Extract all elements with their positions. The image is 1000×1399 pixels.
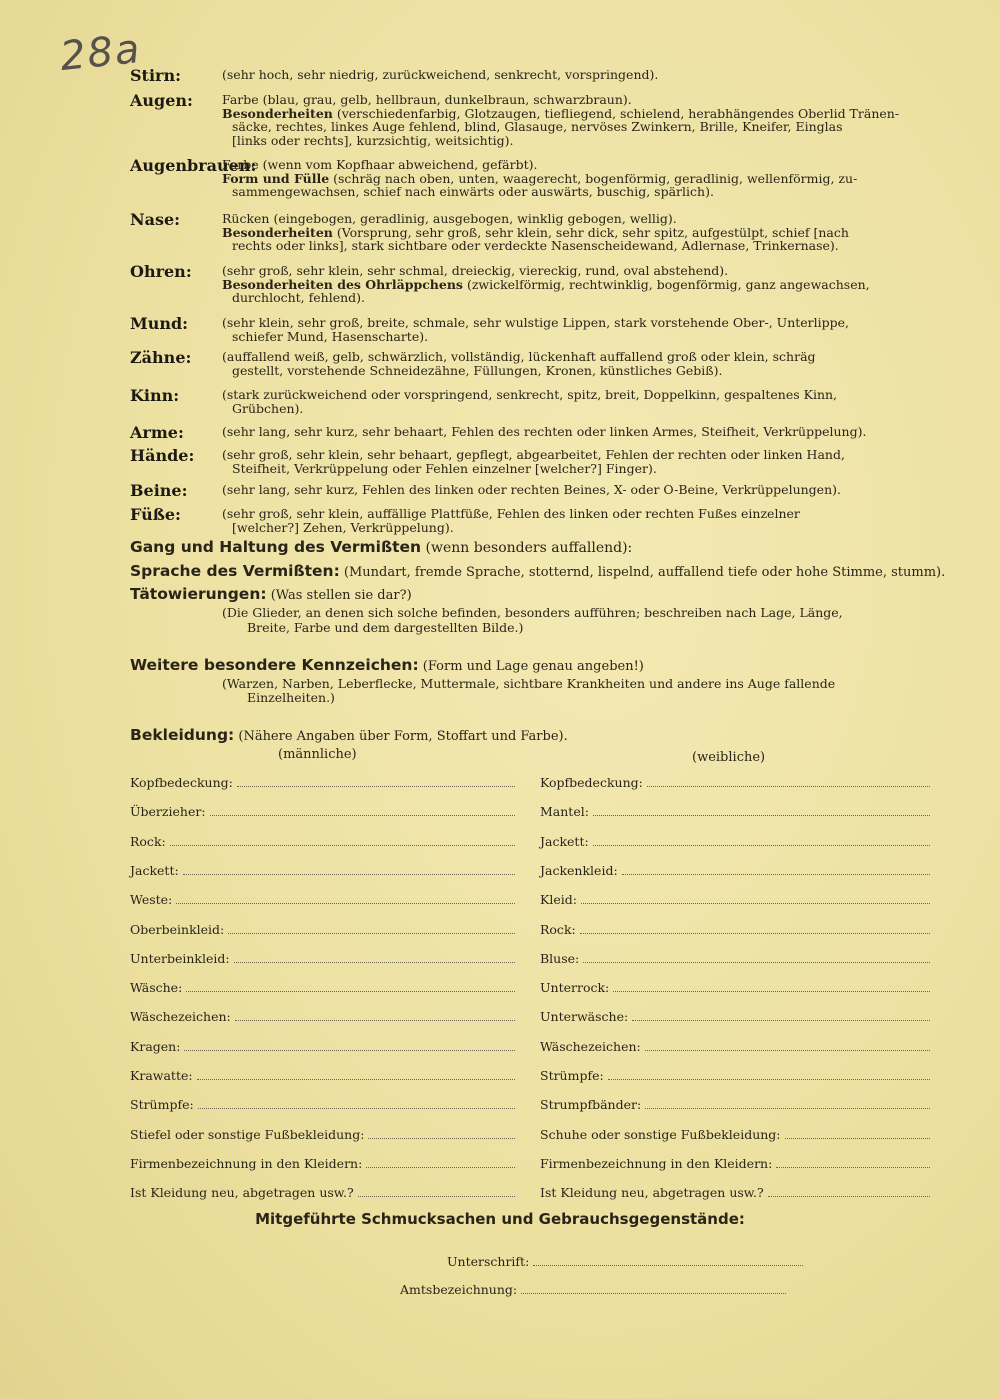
clothing-field-line[interactable]: [184, 1049, 515, 1051]
clothing-field-line[interactable]: [613, 990, 930, 992]
clothing-field[interactable]: [540, 860, 930, 878]
feature-line: [222, 278, 932, 292]
feature-line-text: schiefer Mund, Hasenscharte).: [232, 328, 429, 344]
taetowierungen-note: (Was stellen sie dar?): [266, 588, 412, 603]
clothing-field[interactable]: [540, 772, 930, 790]
clothing-field-label: Ist Kleidung neu, abgetragen usw.?: [540, 1185, 764, 1201]
clothing-field-label: Ist Kleidung neu, abgetragen usw.?: [130, 1185, 354, 1201]
clothing-field-line[interactable]: [632, 1019, 930, 1021]
feature-label: Nase:: [130, 210, 181, 229]
clothing-field-label: Strümpfe:: [540, 1068, 604, 1083]
feature-label: Zähne:: [130, 348, 192, 367]
clothing-field[interactable]: [540, 831, 930, 849]
feature-description: [222, 68, 932, 82]
clothing-field-label: Jackett:: [130, 862, 179, 878]
clothing-field[interactable]: [130, 977, 515, 995]
clothing-field[interactable]: [130, 889, 515, 907]
clothing-field[interactable]: [540, 948, 930, 966]
feature-description: [222, 316, 932, 343]
clothing-field-line[interactable]: [210, 814, 515, 816]
official-title-line[interactable]: [521, 1292, 786, 1294]
clothing-field-line[interactable]: [776, 1166, 930, 1168]
clothing-field-label: Kragen:: [130, 1038, 181, 1054]
feature-line: [222, 521, 932, 535]
female-column-heading: (weibliche): [692, 750, 766, 765]
clothing-field-line[interactable]: [645, 1107, 930, 1109]
feature-description: [222, 350, 932, 377]
feature-line: [222, 316, 932, 330]
feature-label: Kinn:: [130, 386, 180, 405]
feature-line-text: durchlocht, fehlend).: [232, 290, 365, 306]
feature-description: [222, 483, 932, 497]
clothing-field-label: Wäschezeichen:: [540, 1038, 641, 1054]
clothing-field-line[interactable]: [237, 785, 515, 787]
weitere-heading: Weitere besondere Kennzeichen:: [130, 656, 419, 674]
clothing-field[interactable]: [130, 1124, 515, 1142]
clothing-field[interactable]: [540, 977, 930, 995]
clothing-field-label: Unterbeinkleid:: [130, 950, 230, 966]
feature-description: [222, 425, 932, 439]
feature-line-text: (sehr groß, sehr klein, sehr schmal, dreieckig, viereckig, rund, oval abstehend).: [222, 263, 729, 278]
feature-line: [222, 462, 932, 476]
sprache-section: [130, 562, 945, 580]
clothing-field[interactable]: [540, 1065, 930, 1083]
clothing-field-line[interactable]: [198, 1107, 515, 1109]
feature-line: [222, 120, 932, 134]
feature-line-text: [welcher?] Zehen, Verkrüppelung).: [232, 519, 454, 535]
feature-line: [222, 425, 932, 439]
clothing-field[interactable]: [130, 948, 515, 966]
clothing-field[interactable]: [540, 1182, 930, 1200]
feature-line: [222, 226, 932, 240]
clothing-field-line[interactable]: [622, 873, 930, 875]
feature-line: [222, 185, 932, 199]
clothing-field-line[interactable]: [368, 1137, 515, 1139]
clothing-field[interactable]: [130, 1006, 515, 1024]
clothing-field-line[interactable]: [583, 961, 930, 963]
feature-line: [222, 134, 932, 148]
weitere-section: [130, 656, 644, 674]
clothing-field-line[interactable]: [593, 844, 930, 846]
feature-line: [222, 388, 932, 402]
clothing-field[interactable]: [130, 831, 515, 849]
clothing-field[interactable]: [130, 1182, 515, 1200]
clothing-field-line[interactable]: [186, 990, 515, 992]
signature-line[interactable]: [533, 1264, 803, 1266]
sprache-note: (Mundart, fremde Sprache, stotternd, lispelnd, auffallend tiefe oder hohe Stimme, stumm).: [339, 565, 946, 580]
clothing-field-label: Jackett:: [540, 833, 589, 849]
handwritten-note: 28a: [57, 25, 144, 81]
feature-line-text: (sehr lang, sehr kurz, Fehlen des linken oder rechten Beines, X- oder O-Beine, Verkrüppelungen).: [222, 482, 841, 497]
clothing-field-label: Kleid:: [540, 892, 577, 908]
clothing-field-line[interactable]: [647, 785, 930, 787]
clothing-field-label: Krawatte:: [130, 1068, 193, 1083]
clothing-field-label: Unterrock:: [540, 980, 610, 996]
clothing-field-label: Kopfbedeckung:: [130, 775, 233, 790]
clothing-field[interactable]: [130, 860, 515, 878]
feature-label: Augenbrauen:: [130, 156, 257, 175]
feature-label: Augen:: [130, 91, 193, 110]
taetowierungen-heading: Tätowierungen:: [130, 585, 267, 603]
feature-line-text: (sehr groß, sehr klein, sehr behaart, gepflegt, abgearbeitet, Fehlen der rechten oder linken Hand,: [222, 447, 845, 462]
taetowierungen-section: [130, 585, 412, 603]
feature-description: [222, 93, 932, 147]
bekleidung-section: [130, 726, 568, 744]
feature-description: [222, 264, 932, 305]
feature-line-text: gestellt, vorstehende Schneidezähne, Füllungen, Kronen, künstliches Gebiß).: [232, 362, 723, 378]
clothing-field[interactable]: [540, 1124, 930, 1142]
feature-line-text: (sehr klein, sehr groß, breite, schmale, sehr wulstige Lippen, stark vorstehende Ober-, Unterlippe,: [222, 315, 850, 330]
clothing-field-label: Unterwäsche:: [540, 1009, 629, 1025]
feature-line-text: (sehr lang, sehr kurz, sehr behaart, Fehlen des rechten oder linken Armes, Steifheit, Verkrüppelung).: [222, 424, 867, 439]
feature-line: [222, 330, 932, 344]
clothing-field[interactable]: [130, 801, 515, 819]
clothing-field[interactable]: [130, 772, 515, 790]
weitere-line-1: (Warzen, Narben, Leberflecke, Muttermale, sichtbare Krankheiten und andere ins Auge fallende: [222, 676, 836, 691]
weitere-note: (Form und Lage genau angeben!): [418, 659, 644, 674]
feature-label: Beine:: [130, 481, 188, 500]
clothing-field[interactable]: [130, 1036, 515, 1054]
feature-line-text: (sehr groß, sehr klein, auffällige Plattfüße, Fehlen des linken oder rechten Fußes einzelner: [222, 506, 800, 521]
signature-field[interactable]: [447, 1254, 803, 1269]
clothing-field[interactable]: [130, 1065, 515, 1083]
clothing-field-label: Schuhe oder sonstige Fußbekleidung:: [540, 1126, 781, 1142]
taetowierungen-line-1: (Die Glieder, an denen sich solche befinden, besonders aufführen; beschreiben nach Lage, Länge,: [222, 605, 843, 620]
clothing-field-line[interactable]: [366, 1166, 515, 1168]
feature-line: [222, 448, 932, 462]
feature-line-text: (zwickelförmig, rechtwinklig, bogenförmig, ganz angewachsen,: [462, 276, 870, 292]
clothing-field-label: Firmenbezeichnung in den Kleidern:: [130, 1155, 363, 1171]
feature-description: [222, 158, 932, 199]
feature-line: [222, 107, 932, 121]
clothing-field-label: Rock:: [130, 833, 166, 849]
clothing-field-line[interactable]: [197, 1078, 515, 1080]
clothing-field[interactable]: [540, 801, 930, 819]
feature-line-text: Grübchen).: [232, 400, 304, 416]
clothing-field-label: Strumpfbänder:: [540, 1097, 642, 1113]
feature-line: [222, 93, 932, 107]
feature-line-text: Rücken (eingebogen, geradlinig, ausgebogen, winklig gebogen, wellig).: [222, 211, 677, 226]
clothing-field-line[interactable]: [581, 902, 930, 904]
clothing-field[interactable]: [540, 889, 930, 907]
male-column-heading: (männliche): [278, 747, 357, 762]
feature-line: [222, 239, 932, 253]
feature-line: [222, 350, 932, 364]
feature-line-text: (stark zurückweichend oder vorspringend, senkrecht, spitz, breit, Doppelkinn, gespaltenes Kinn,: [222, 387, 838, 402]
feature-description: [222, 212, 932, 253]
feature-description: [222, 448, 932, 475]
feature-line-text: sammengewachsen, schief nach einwärts oder auswärts, buschig, spärlich).: [232, 184, 714, 200]
feature-line-text: (sehr hoch, sehr niedrig, zurückweichend, senkrecht, vorspringend).: [222, 67, 659, 82]
bekleidung-note: (Nähere Angaben über Form, Stoffart und Farbe).: [234, 729, 568, 744]
clothing-field-line[interactable]: [183, 873, 515, 875]
clothing-field-line[interactable]: [235, 1019, 515, 1021]
clothing-field-label: Jackenkleid:: [540, 862, 618, 878]
feature-line-text: (auffallend weiß, gelb, schwärzlich, vollständig, lückenhaft auffallend groß oder klein, schräg: [222, 349, 816, 364]
feature-label: Hände:: [130, 446, 195, 465]
clothing-field-line[interactable]: [608, 1078, 930, 1080]
feature-line: [222, 291, 932, 305]
official-title-label: Amtsbezeichnung:: [400, 1282, 518, 1297]
feature-line: [222, 507, 932, 521]
clothing-field[interactable]: [130, 1153, 515, 1171]
clothing-field-label: Bluse:: [540, 950, 580, 966]
feature-label: Füße:: [130, 505, 181, 524]
clothing-field-label: Wäsche:: [130, 980, 183, 996]
clothing-field-label: Oberbeinkleid:: [130, 921, 225, 937]
clothing-field[interactable]: [540, 919, 930, 937]
clothing-field-label: Überzieher:: [130, 804, 206, 820]
bekleidung-heading: Bekleidung:: [130, 726, 235, 744]
feature-line: [222, 68, 932, 82]
clothing-field-line[interactable]: [785, 1137, 930, 1139]
feature-line-text: Farbe (wenn vom Kopfhaar abweichend, gefärbt).: [222, 157, 538, 172]
feature-label: Ohren:: [130, 262, 192, 281]
schmuck-heading: Mitgeführte Schmucksachen und Gebrauchsgegenstände:: [255, 1210, 745, 1228]
feature-line-bold: Form und Fülle: [222, 170, 330, 186]
taetowierungen-line-2: Breite, Farbe und dem dargestellten Bilde.): [247, 620, 524, 635]
feature-label: Stirn:: [130, 66, 181, 85]
clothing-field-line[interactable]: [170, 844, 515, 846]
clothing-field[interactable]: [540, 1036, 930, 1054]
feature-label: Mund:: [130, 314, 189, 333]
feature-line: [222, 158, 932, 172]
gang-note: (wenn besonders auffallend):: [421, 540, 633, 556]
gang-heading: Gang und Haltung des Vermißten: [130, 538, 422, 556]
clothing-field[interactable]: [540, 1006, 930, 1024]
clothing-field[interactable]: [130, 919, 515, 937]
feature-line: [222, 402, 932, 416]
clothing-field-line[interactable]: [768, 1195, 930, 1197]
feature-description: [222, 507, 932, 534]
feature-line: [222, 172, 932, 186]
feature-line-text: (schräg nach oben, unten, waagerecht, bogenförmig, geradlinig, wellenförmig, zu-: [329, 170, 858, 186]
clothing-field[interactable]: [130, 1094, 515, 1112]
clothing-field-label: Firmenbezeichnung in den Kleidern:: [540, 1155, 773, 1171]
signature-label: Unterschrift:: [447, 1254, 530, 1269]
feature-label: Arme:: [130, 423, 184, 442]
feature-line-text: (verschiedenfarbig, Glotzaugen, tiefliegend, schielend, herabhängendes Oberlid Tränen-: [332, 105, 900, 121]
clothing-field-label: Mantel:: [540, 804, 589, 820]
feature-line-text: (Vorsprung, sehr groß, sehr klein, sehr dick, sehr spitz, aufgestülpt, schief [nach: [332, 224, 849, 240]
feature-line: [222, 212, 932, 226]
feature-description: [222, 388, 932, 415]
clothing-field-line[interactable]: [645, 1049, 930, 1051]
clothing-field[interactable]: [540, 1153, 930, 1171]
clothing-field-label: Stiefel oder sonstige Fußbekleidung:: [130, 1126, 365, 1142]
weitere-line-2: Einzelheiten.): [247, 690, 335, 705]
official-title-field[interactable]: [400, 1282, 786, 1297]
feature-line-text: säcke, rechtes, linkes Auge fehlend, blind, Glasauge, nervöses Zwinkern, Brille, Kneifer, Einglas: [232, 119, 843, 135]
feature-line-text: Farbe (blau, grau, gelb, hellbraun, dunkelbraun, schwarzbraun).: [222, 92, 632, 107]
feature-line-bold: Besonderheiten: [222, 224, 333, 240]
feature-line-text: rechts oder links], stark sichtbare oder verdeckte Nasenscheidewand, Adlernase, Trinkernase).: [232, 238, 839, 254]
clothing-field-line[interactable]: [234, 961, 515, 963]
clothing-field-line[interactable]: [228, 932, 515, 934]
clothing-field-label: Rock:: [540, 921, 576, 937]
clothing-field-label: Kopfbedeckung:: [540, 775, 643, 790]
clothing-field-line[interactable]: [176, 902, 515, 904]
sprache-heading: Sprache des Vermißten:: [130, 562, 340, 580]
clothing-field-label: Wäschezeichen:: [130, 1009, 231, 1025]
gang-section: [130, 538, 632, 556]
clothing-field-line[interactable]: [358, 1195, 515, 1197]
clothing-field[interactable]: [540, 1094, 930, 1112]
clothing-field-line[interactable]: [580, 932, 930, 934]
feature-line-text: Steifheit, Verkrüppelung oder Fehlen einzelner [welcher?] Finger).: [232, 460, 657, 476]
feature-line-bold: Besonderheiten: [222, 105, 333, 121]
feature-line-bold: Besonderheiten des Ohrläppchens: [222, 276, 463, 292]
feature-line: [222, 264, 932, 278]
feature-line: [222, 364, 932, 378]
clothing-field-label: Strümpfe:: [130, 1097, 194, 1113]
clothing-field-label: Weste:: [130, 892, 173, 908]
feature-line: [222, 483, 932, 497]
feature-line-text: [links oder rechts], kurzsichtig, weitsichtig).: [232, 132, 514, 148]
clothing-field-line[interactable]: [593, 814, 930, 816]
